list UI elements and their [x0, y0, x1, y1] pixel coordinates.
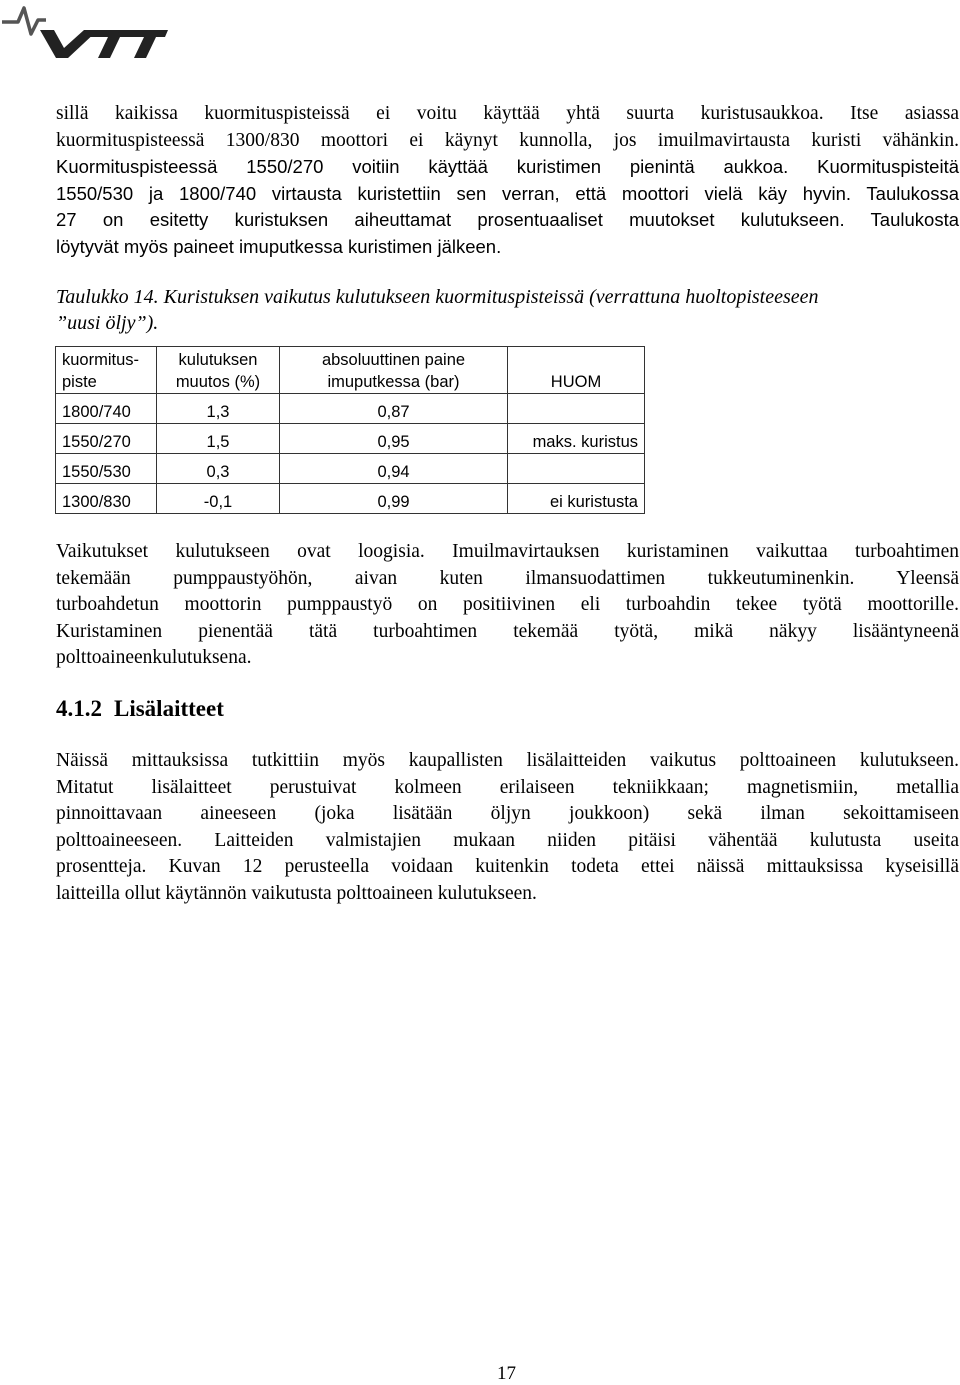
- table-cell: [508, 454, 645, 484]
- table-cell: ei kuristusta: [508, 484, 645, 514]
- table-cell: 1,5: [157, 424, 280, 454]
- caption-line: Taulukko 14. Kuristuksen vaikutus kulutukseen kuormituspisteissä (verrattuna huoltopisteeseen: [56, 286, 819, 308]
- table-cell: 1300/830: [56, 484, 157, 514]
- table-cell: -0,1: [157, 484, 280, 514]
- paragraph-line: pinnoittavaan aineeseen (joka lisätään öljyn joukkoon) sekä ilman sekoittamiseen: [56, 803, 959, 824]
- table-cell: 1,3: [157, 394, 280, 424]
- column-header-huom: HUOM: [508, 347, 645, 394]
- paragraph-line: prosentteja. Kuvan 12 perusteella voidaan kuitenkin todeta ettei näissä mittauksissa kyseisillä: [56, 856, 959, 877]
- column-header-kulutuksen-muutos: kulutuksen muutos (%): [157, 347, 280, 394]
- paragraph-line: polttoaineeseen. Laitteiden valmistajien mukaan niiden pitäisi vähentää kulutusta useita: [56, 829, 959, 851]
- section-heading: [56, 696, 224, 722]
- table-cell: 1550/270: [56, 424, 157, 454]
- paragraph-line: Vaikutukset kulutukseen ovat loogisia. Imuilmavirtauksen kuristaminen vaikuttaa turboahtimen: [56, 541, 959, 562]
- paragraph-line: polttoaineenkulutuksena.: [56, 647, 252, 668]
- paragraph-line: 27 on esitetty kuristuksen aiheuttamat prosentuaaliset muutokset kulutukseen. Taulukosta: [56, 209, 959, 230]
- column-header-kuormituspiste: kuormitus- piste: [56, 347, 157, 394]
- section-title: Lisälaitteet: [114, 696, 224, 721]
- table-cell: 1800/740: [56, 394, 157, 424]
- paragraph-line: tekemään pumppaustyöhön, aivan kuten ilmansuodattimen tukkeutuminenkin. Yleensä: [56, 567, 959, 589]
- paragraph-line: Kuormituspisteessä 1550/270 voitiin käyttää kuristimen pienintä aukkoa. Kuormituspisteitä: [56, 156, 959, 177]
- data-table: [55, 346, 645, 514]
- table-cell: [508, 394, 645, 424]
- table-header-row: [56, 347, 645, 394]
- table-row: [56, 424, 645, 454]
- paragraph-line: Mitatut lisälaitteet perustuivat kolmeen erilaiseen tekniikkaan; magnetismiin, metallia: [56, 776, 959, 798]
- body-paragraph-1: [56, 101, 959, 260]
- paragraph-line: laitteilla ollut käytännön vaikutusta polttoaineen kulutukseen.: [56, 882, 537, 904]
- body-paragraph-2: [56, 539, 959, 672]
- table-cell: maks. kuristus: [508, 424, 645, 454]
- page-number: 17: [497, 1363, 516, 1384]
- table-cell: 0,94: [280, 454, 508, 484]
- table-cell: 0,87: [280, 394, 508, 424]
- table-cell: 1550/530: [56, 454, 157, 484]
- table-cell: 0,99: [280, 484, 508, 514]
- vtt-logo: [0, 0, 170, 62]
- paragraph-line: Kuristaminen pienentää tätä turboahtimen tekemää työtä, mikä näkyy lisääntyneenä: [56, 620, 959, 642]
- caption-line: ”uusi öljy”).: [56, 312, 159, 334]
- paragraph-line: turboahdetun moottorin pumppaustyö on positiivinen eli turboahdin tekee työtä moottorille.: [56, 594, 959, 615]
- body-paragraph-3: [56, 748, 959, 907]
- paragraph-line: kuormituspisteessä 1300/830 moottori ei käynyt kunnolla, jos imuilmavirtausta kuristi vähänkin.: [56, 129, 959, 151]
- table-row: [56, 484, 645, 514]
- table-row: [56, 454, 645, 484]
- table-cell: 0,3: [157, 454, 280, 484]
- table-row: [56, 394, 645, 424]
- paragraph-line: löytyvät myös paineet imuputkessa kuristimen jälkeen.: [56, 235, 502, 257]
- paragraph-line: Näissä mittauksissa tutkittiin myös kaupallisten lisälaitteiden vaikutus polttoaineen kulutukseen.: [56, 750, 959, 771]
- table-cell: 0,95: [280, 424, 508, 454]
- section-number: 4.1.2: [56, 696, 102, 721]
- paragraph-line: sillä kaikissa kuormituspisteissä ei voitu käyttää yhtä suurta kuristusaukkoa. Itse asiassa: [56, 103, 959, 124]
- paragraph-line: 1550/530 ja 1800/740 virtausta kuristettiin sen verran, että moottori vielä käy hyvin. Taulukossa: [56, 182, 959, 204]
- table-caption: [56, 284, 959, 336]
- column-header-absoluuttinen-paine: absoluuttinen paine imuputkessa (bar): [280, 347, 508, 394]
